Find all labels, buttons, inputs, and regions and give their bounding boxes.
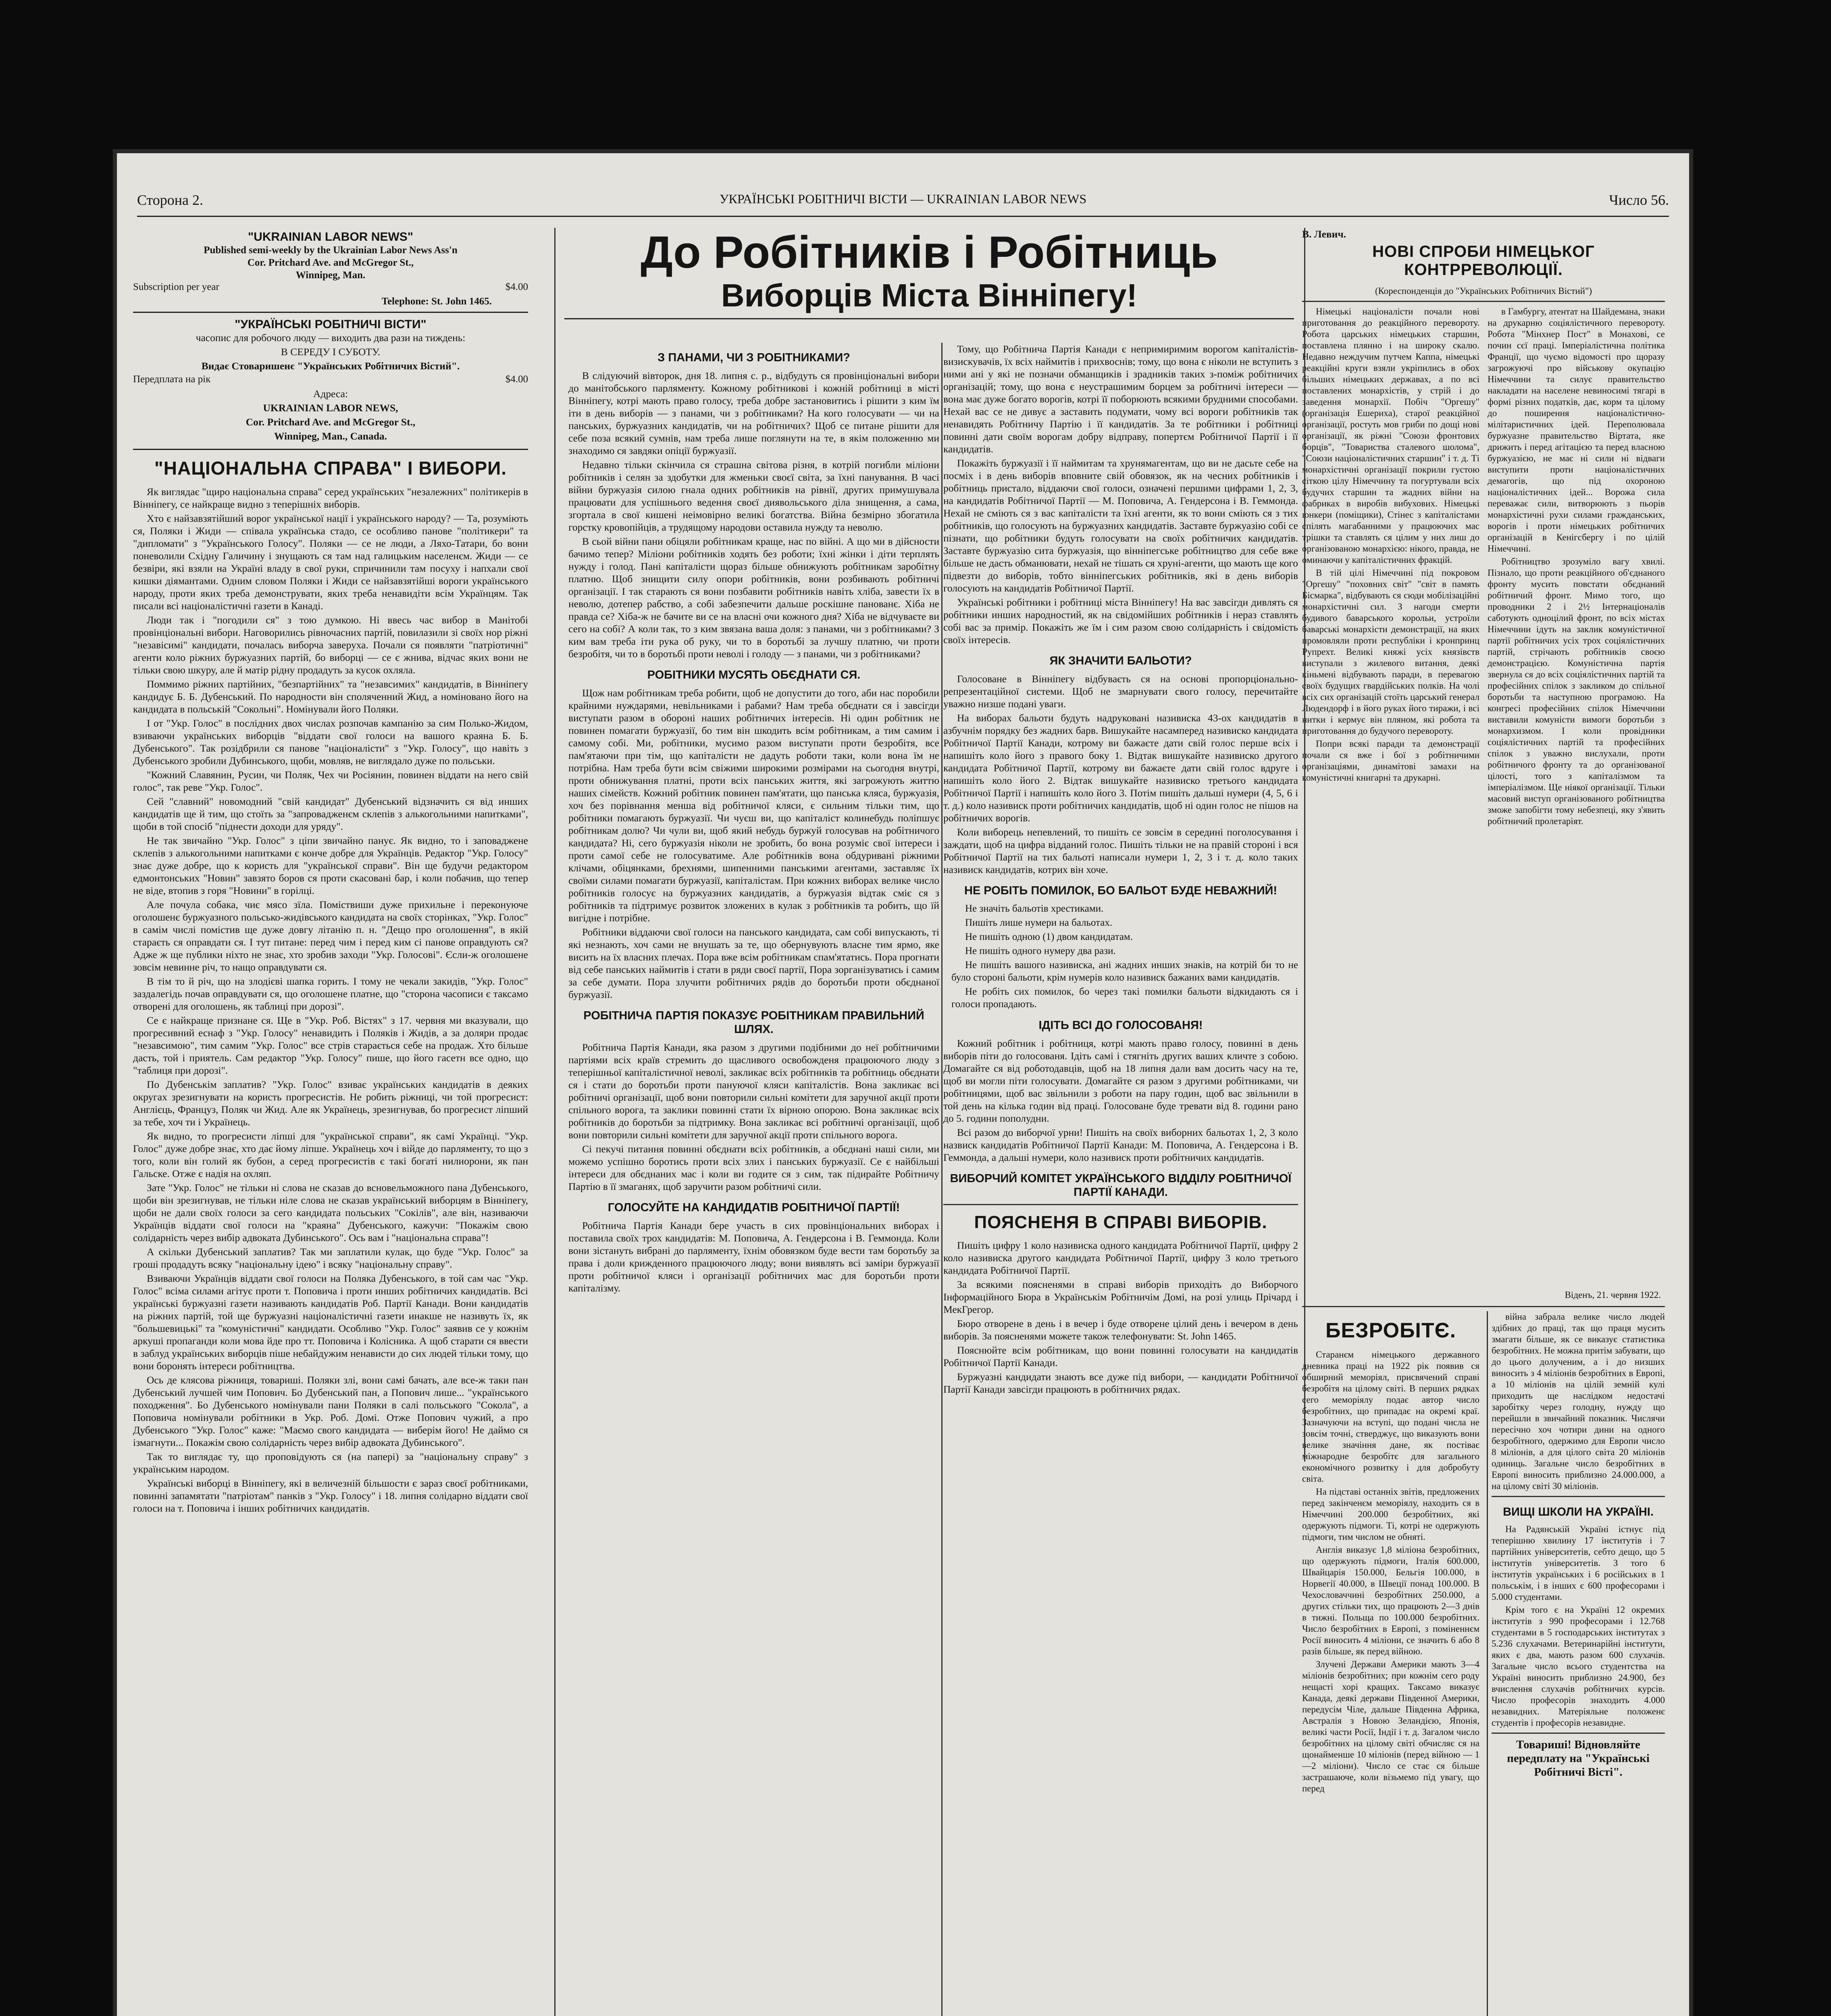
column-right — [1302, 228, 1665, 2016]
article-body — [1492, 1524, 1665, 1729]
section-heading: РОБІТНИКИ МУСЯТЬ ОБЄДНАТИ СЯ. — [647, 669, 861, 681]
main-headline — [564, 228, 1294, 319]
section-heading: ГОЛОСУЙТЕ НА КАНДИДАТІВ РОБІТНИЧОЇ ПАРТІЇ! — [608, 1201, 900, 1214]
section-heading: ЯК ЗНАЧИТИ БАЛЬОТИ? — [1049, 654, 1192, 667]
article-body — [1302, 306, 1479, 1290]
running-header — [137, 192, 1669, 217]
subscription-appeal: Товариші! Відновляйте передплату на "Українські Робітничі Вісті". — [1507, 1738, 1650, 1779]
price-value: $4.00 — [505, 374, 528, 385]
section-heading: РОБІТНИЧА ПАРТІЯ ПОКАЗУЄ РОБІТНИКАМ ПРАВИЛЬНИЙ ШЛЯХ. — [583, 1009, 924, 1036]
paragraph: Не пишіть одного нумеру два рази. — [965, 946, 1116, 956]
masthead-line: часопис для робочого люду — виходить два рази на тиждень: — [196, 332, 466, 344]
section-heading: З ПАНАМИ, ЧИ З РОБІТНИКАМИ? — [657, 351, 850, 364]
paragraph: Крім того є на Україні 12 окремих інститутів з 990 професорами і 12.768 студентами в 5 господарських інститутах з 5.236 слухачами. Ветеринарійні інститути, яких є два, мають разом 600 слухачів. Загальне число всього студентства на Україні виносить приблизно 24.900, без вчислення слухачів робітничих курсів. Число професорів знаходить 4.000 незавидних. Матеріяльне положенє студентів і професорів незавидне. — [1492, 1605, 1665, 1728]
paragraph: Пояснюйте всім робітникам, що вони повинні голосувати на кандидатів Робітничої Партії Канади. — [943, 1344, 1298, 1368]
section-body — [568, 687, 939, 1001]
paragraph: Робітництво зрозуміло вагу хвилі. Пізнало, що проти реакційного об'єднаного фронту мусить повстати обєднаний робітничий фронт. Мимо того, що проводники 2 і 2½ Інтернаціоналів саботують одноцілий фронт, по всіх містах Німеччини ідуть на заклик комуністичної партії робітничих усіх трох соціялістичних партій, стрічають робітників своєю демонстрацією. Комуністична партія звернула ся до всіх соціялістичних партій та професійних спілок з закликом до спільної боротьби та наступною програмою. На конгресі професійних спілок Німеччини виставили комуністи вимоги боротьби з монархизмом. І коли провідники соціялістичних партій та професійних спілок з уважно вислухали, проти робітничого фронту та до організованої цілості, того з капіталізмом та імперіалізмом. Ще ніякої організації. Тільки масовий виступ організованого робітництва зможе запобігти тому небезпеці, яку з'явить робітничий пролетаріят. — [1488, 556, 1665, 826]
section-body — [568, 369, 939, 660]
paragraph: Сей "славний" новомодний "свій кандидат" Дубенський відзначить ся від инших кандидатів ще й тим, що стоїть за "запровадженєм склепів з алькогольними напитками", щоби в той спосіб "піднести доходи для уряду". — [133, 796, 528, 832]
paragraph: По Дубенськім заплатив? "Укр. Голос" взиває українських кандидатів в деяких округах зрезигнувати на користь прогресистів. Не робить ріжниці, чи той прогресист: Англієць, Француз, Поляк чи Жид. Але як Українець, зрезигнував, бо прогресист ліпший за тебе, хоч ти і Українець. — [133, 1079, 528, 1128]
paragraph: Се є найкраще признане ся. Ще в "Укр. Роб. Вістях" з 17. червня ми вказували, що прогресивний еснаф з "Укр. Голосу" ненавидить і Поляків і Жидів, а за доляри продає "незавсимою", тим самим "Укр. Голос" все стрів старається себе на продаж. Хто більше дасть, той і приятель. Сам редактор "Укр. Голосу" пише, що його гасетн все одно, що "таблиця при дорозі". — [133, 1014, 528, 1076]
paragraph: Українські виборці в Вінніпегу, які в величезній більшости є зараз своєї робітниками, повинні запамятати "патріотам" панків з "Укр. Голосу" і 18. липня солідарно віддати свої голоси на т. Поповича і інших робітничих кандидатів. — [133, 1477, 528, 1514]
masthead-ukrainian — [133, 313, 528, 450]
column-center-right — [943, 343, 1298, 2016]
article-body — [1492, 1311, 1665, 1492]
correspondence-note: (Кореспонденція до "Українських Робітничих Вістий") — [1375, 286, 1592, 296]
committee-signature: ВИБОРЧИЙ КОМІТЕТ УКРАЇНСЬКОГО ВІДДІЛУ РОБІТНИЧОЇ ПАРТІЇ КАНАДИ. — [950, 1172, 1292, 1199]
address-line: Cor. Pritchard Ave. and McGregor St., — [246, 416, 416, 428]
section-heading: ПОЯСНЕНЯ В СПРАВІ ВИБОРІВ. — [974, 1212, 1267, 1232]
address-label: Адреса: — [313, 388, 348, 400]
paragraph: Недавно тільки скінчила ся страшна світова різня, в котрій погибли міліони робітників і селян за здобутки для жменьки своєї світа, за їхні панування. В часі війни буржуазія силою гнала одних робітників на рівнії, других примушувала працювати для успішнього ведення своєї диявольського діла знищення, а сама, згортала в свої кишені неімовірно великі богатства. Війна безмірно збогатила горстку кровопійців, а трудящому народови оставила нужду та неволю. — [568, 459, 939, 533]
article-title: НОВІ СПРОБИ НІМЕЦЬКОГ КОНТРРЕВОЛЮЦІЇ. — [1372, 243, 1595, 279]
page-number: Сторона 2. — [137, 192, 204, 208]
paragraph: Не пишіть одною (1) двом кандидатам. — [965, 931, 1133, 942]
issue-number: Число 56. — [1609, 192, 1669, 208]
paragraph: Злучені Держави Америки мають 3—4 міліонів безробітних; при кожнім сего роду нещасті хорі кращих. Таксамо виказує Канада, деякі держави Південної Америки, передусім Чіле, дальше Південна Африка, Австралія з Новою Зеландією, Японія, великі части Росії, Індії і т. д. Загалом число безробітних на цілому світі обчисляє ся на щонайменше 10 міліонів (перед війною — 1—2 міліони). Число се стає ся більше застрашаюче, коли візьмемо під увагу, що перед — [1302, 1659, 1479, 1793]
paragraph: На підставі останніх звітів, предложених перед закінченєм меморіялу, находить ся в Німеччині 200.000 безробітних, які одержують підмоги. Ті, котрі не одержують підмоги, тим числом не обняті. — [1302, 1487, 1479, 1542]
section-body — [568, 1219, 939, 1294]
article-body — [1488, 306, 1665, 1290]
masthead-line: В СЕРЕДУ І СУБОТУ. — [281, 346, 381, 358]
newspaper-page — [117, 153, 1689, 2016]
paragraph: Німецькі націоналісти почали нові приготовання до реакційного перевороту. Робота царських німецьких старшин, поставлена плянно і на широку скалю. Недавно неждучим путчем Каппа, німецькі реакційні круги взяли укріпились в обох більших німецьких державах, а по всі поставлених монархістів, у стрій і до заведення монархії. Побіч "Оргешу" (організація Ешериха), старої реакційної організації, ростуть мов гриби по дощі нові організації, як ріжні "Союзи фронтових борців", "Товариства сталевого шолома", "Союзи націоналістичних старшин" і т. д. Ті монархістичні організації покрили густою сіткою цілу Німеччину та погуртували всіх будучих старшин та жадних війни на фабриках в виробів вибухових. Німецькі юнкери (поміщики), Стінес з капіталістами спілять магабанними у працюючих мас трішки та ставлять ся цілим у них лиш до організованою монархією: нікого, правда, не оминаючи у капіталістичних фракцій. — [1302, 306, 1479, 565]
paragraph: Не так звичайно "Укр. Голос" з ціпи звичайно панує. Як видно, то і заповаджене склепів з алькогольними напитками є конче добре для Українців. Редактор "Укр. Голосу" знає дуже добре, що к користь для "української справи". Він ще будучи редактором едмонтонських "Новин" завзято боров ся проти скасовані бар, і коли побачив, що тепер не віде, втопив з горя "Новини" в горілці. — [133, 835, 528, 896]
headline-line-1: До Робітників і Робітниць — [641, 227, 1218, 277]
paragraph: Пишіть лише нумери на бальотах. — [965, 917, 1113, 928]
paragraph: Попри всякі паради та демонстрації почали ся вже і бої з робітничими організаціями, динамітові замахи на комуністичні книгарні та друкарні. — [1302, 739, 1479, 783]
publisher: Видає Стоваришенє "Українських Робітничих Вістий". — [201, 360, 460, 372]
paragraph: Як виглядає "щиро національна справа" серед українських "незалежних" політикерів в Вінніпегу, се найкраще видно з теперішніх виборів. — [133, 486, 528, 510]
subscription-price: $4.00 — [505, 281, 528, 292]
section-body — [568, 1041, 939, 1193]
paragraph: Робітнича Партія Канади, яка разом з другими подібними до неї робітничими партіями всіх країв стремить до щасливого освобожденя працюючого люду з теперішньої капіталістичної неволі, закликає всіх робітників та робітниць обєднати ся і стати до боротьби проти пануючої кляси капіталістів. Вона закликає всі робітничі організації, щоб вони повторили сильні комітети для заручної акції проти спільного ворога, та заклики повинні стати їх вірною опорою. Вона закликає всіх робітників до боротьби за підтримку. Вона закликає всі робітничі організації, щоб вони повторили сильні комітети для заручної акції проти спільного ворога. — [568, 1041, 939, 1141]
paragraph: Всі разом до виборчої урни! Пишіть на своїх виборних бальотах 1, 2, 3 коло назвиск кандидатів Робітничої Партії Канади: М. Поповича, А. Гендерсона і В. Геммонда, а дальші нумери, коло називиск проти робітничих кандидатів. — [943, 1127, 1298, 1163]
paragraph: "Кожний Славянин, Русин, чи Поляк, Чех чи Росіянин, повинен віддати на него свій голос", так реве "Укр. Голос". — [133, 769, 528, 793]
paragraph: Українські робітники і робітниці міста Вінніпегу! На вас завсігди дивлять ся робітники инших народностий, як на свідомійших робітників і нераз ставлять собі вас за примір. Покажіть же їм і сим разом свою солідарність і свідомість своїх інтересів. — [943, 596, 1298, 646]
paragraph: На Радянській Україні істнує під теперішню хвилину 17 інститутів і 7 партійних університетів, себто дещо, що 5 інститутів університетів. З того 6 інститутів українських і 6 російських в 1 польськім, і в інших є 600 професорами і 5.000 студентами. — [1492, 1524, 1665, 1602]
paragraph: Ось де клясова ріжниця, товариші. Поляки злі, вони самі бачать, але все-ж таки пан Дубенський лучшей чим Попович. Бо Дубенський пан, а Попович лише... "українського походження". Бо Дубенського номінували пани Поляки в салі польського "Сокола", а Поповича номінували робітники в Укр. Роб. Домі. Отже Попович чужий, а про Дубенського "Укр. Голос" каже: "Маємо свого кандидата — виберім його! Не даймо ся ізмагнути... Покажім свою солідарність через вибір адвоката Дубинського". — [133, 1374, 528, 1448]
price-label: Передплата на рік — [133, 374, 211, 385]
masthead-line: Winnipeg, Man. — [295, 270, 366, 281]
masthead-line: Published semi-weekly by the Ukrainian Labor News Ass'n — [204, 245, 458, 256]
column-rule — [554, 228, 556, 2016]
paragraph: В сьой війни пани обіцяли робітникам краще, нас по війні. А що ми в дійсности бачимо тепер? Міліони робітників ходять без роботи; їхні жінки і діти терплять нужду і голод. Пані капіталісти щораз більше обнижують робітникам заробітну платню. Щоб знищити силу опори робітників, вони розбивають робітничі організації. І так старають ся вони позбавити робітників навіть хліба, завести їх в неволю, дотепер рабство, а собі забезпечити дальше роскішне панованє. Хіба не правда се? Хіба-ж не бачите ви се на власні очи кожного дня? Хіба не відчуваєте ви сего на собі? А коли так, то з ким звязана ваша доля: з панами, чи з робітниками? З ким вам треба іти рука об руку, чи то в боротьбі за лучшу платню, чи проти безробітя, чи то в боротьбі проти неволі і голоду — з панами, чи з робітниками? — [568, 535, 939, 660]
ballot-rules — [943, 902, 1298, 1010]
paragraph: В тій цілі Німеччині під покровом "Оргешу" "поховних світ" "світ в память Бісмарка", відбувають ся сюди мобілізаційні монархістичні сил. З нагоди смерти будивого баварського корольи, устроїли баварські монархісти демонстрації, на яких промовляли проти республіки і кронпринц Рупрехт. Великі княжі усіх князівств виступали з жилевого витання, деякі кіньмені відбувають паради, в перевагою своїх будущих гвардійських полків. На чолі всіх сих організацій стоїть царський генерал Людендорф і в його руках його тиражи, і всі нитки і кермує він пляном, які робота та приготовання до будучого перевороту. — [1302, 568, 1479, 736]
paragraph: Англія виказує 1,8 міліона безробітних, що одержують підмоги, Італія 600.000, Швайцарія 150.000, Бельгія 100.000, в Норвегії 40.000, в Швеції понад 100.000. В Чехословаччині безробітних 250.000, а других стільки тих, що працюють 2—3 днів в тижні. Польща по 100.000 безробітних. Число безробітних в Европі, з поміненнєм Росії виносить 4 міліони, се значить 6 або 8 разів більше, як перед війною. — [1302, 1545, 1479, 1656]
dateline: Віденъ, 21. червня 1922. — [1565, 1290, 1661, 1300]
article-title: БЕЗРОБІТЄ. — [1325, 1319, 1456, 1342]
article-title: ВИЩІ ШКОЛИ НА УКРАЇНІ. — [1503, 1506, 1654, 1518]
section-heading: НЕ РОБІТЬ ПОМИЛОК, БО БАЛЬОТ БУДЕ НЕВАЖНИЙ! — [964, 884, 1278, 897]
paragraph: Голосоване в Вінніпегу відбуваєть ся на основі пропорціонально-репрезентаційної системи. Щоб не змарнувати свого голосу, перечитайте уважно низше подані уваги. — [943, 673, 1298, 710]
paragraph: Не пишіть вашого називиска, ані жадних инших знаків, на котрій би то не було стороні бальоти, крім нумерів коло називиск бажаних вами кандидатів. — [951, 960, 1298, 983]
section-body — [943, 1037, 1298, 1164]
paragraph: Буржуазні кандидати знають все дуже під вибори, — кандидати Робітничої Партії Канади завсігди працюють в робітничих рядах. — [943, 1371, 1298, 1395]
telephone: Telephone: St. John 1465. — [381, 296, 492, 307]
article-body — [1302, 1349, 1479, 1794]
address-line: UKRAINIAN LABOR NEWS, — [263, 402, 398, 414]
masthead-name-ua: "УКРАЇНСЬКІ РОБІТНИЧІ ВІСТИ" — [235, 318, 427, 331]
paragraph: Зате "Укр. Голос" не тільки ні слова не сказав до всновельможного пана Дубенського, щоби він зрезигнував, не тільки ніле слова не сказав український виборцям в Вінніпегу, щоби не дали своїх голоси за сего кандидата польських "Сокілів", але він, називаючи Українців віддати свої голоси на "краяна" Дубенського, кажучи: "Покажім свою солідарність через вибір адвоката Дубинського". Ось вам і "національна справа"! — [133, 1182, 528, 1243]
section-body — [943, 343, 1298, 646]
paragraph: Бюро отворене в день і в вечер і буде отворене цілий день і вечером в день виборів. За поясненями можете також телефонувати: St. John 1465. — [943, 1318, 1298, 1342]
paragraph: Хто є найзавзятійший ворог української нації і українського народу? — Та, розуміють ся, Поляки і Жиди — співала українська стадо, се особливо панове "політикери" та "дипломати" з "Українського Голосу". Поляки — се не люди, а Ляхо-Татари, бо вони поневолили Східну Галичину і знущають ся там над галицьким населенєм. Жиди — се безвіри, які взяли на Україні владу в свої руки, спричинили там посуху і напхали свої кишки діямантами. Одним словом Поляки і Жиди се найзавзятійші вороги українського народу, проти яких треба демонструвати, яких треба ненавидіти всім Українцям. Так писали всі націоналістичні газети в Канаді. — [133, 512, 528, 612]
column-rule — [941, 343, 943, 2016]
paragraph: Пишіть цифру 1 коло називиска одного кандидата Робітничої Партії, цифру 2 коло називиска другого кандидата Робітничої Партії, цифру 3 коло третього кандидата Робітничої Партії. — [943, 1239, 1298, 1276]
paragraph: За всякими поясненями в справі виборів приходіть до Виборчого Інформаційного Бюра в Українськім Робітничім Домі, на розі улиць Прічард і МекГрегор. — [943, 1279, 1298, 1315]
paragraph: Так то виглядає ту, що проповідують ся (на папері) за "національну справу" з українським народом. — [133, 1451, 528, 1475]
paragraph: Люди так і "погодили ся" з тою думкою. Ні ввесь час вибор в Манітобі провінціональні вибори. Наговорились рівночасних партій, повилазили зі своїх нор ріжні "незавісимі" кандидати, почалась виборча заверуха. Почали ся появляти "патріотичні" агенти коло ріжних буржуазних партій, бо виборці — се є жнива, відчас яких вони не тільки свою шкуру, але й матір рідну продадуть за кусок охляла. — [133, 614, 528, 676]
paragraph: А скільки Дубенський заплатив? Так ми заплатили кулак, що буде "Укр. Голос" за гроші продадуть всяку "національну ідею" і всяку "національну справу". — [133, 1246, 528, 1270]
paragraph: Робітнича Партія Канади бере участь в сих провінціональних виборах і поставила своїх трох кандидатів: М. Поповича, А. Гендерсона і В. Геммонда. Коли вони зістануть вибрані до парляменту, їхнім обовязком буде вести там боротьбу за права і доли крижденного працюючого люду; вони виявлять всі заміри буржуазії проти робітничої кляси і організації робітничих мас для боротьби проти капіталізму. — [568, 1220, 939, 1294]
paragraph: Але почула собака, чиє мясо зїла. Поміствиши дуже прихильне і переконуюче оголошенє буржуазного польсько-жидівського кандидата на своїх сторінках, "Укр. Голос" в самім числі помістив ще дуже довгу літанію п. н. "Дещо про оголошення", в якій стараєть ся оправдати ся. І тут питане: перед чим і перед ким сі панове оправдують ся? Адже ж ще публики ніхто не знає, хто зробив заходи "Укр. Голосові". Єсли-ж оголошене зовсім невинне річ, то нащо оправдувати ся. — [133, 899, 528, 973]
paragraph: Старанєм німецького державного дневника праці на 1922 рік появив ся обширний меморіял, присвячений справі безробітя на цілому світі. В перших рядках сего меморіялу подає автор число безробітних, що припадає на окремі краї. Зазначуючи на вступі, що подані числа не зовсім точні, стверджує, що виказують вони велике значіння дане, як постіває міжнародне безробітє для загального економічного розвитку і для добробуту світа. — [1302, 1350, 1479, 1484]
paragraph: Кожний робітник і робітниця, котрі мають право голосу, повинні в день виборів піти до голосованя. Ідіть самі і стягніть других ваших кличте з собою. Домагайте ся від роботодавців, щоб на 18 липня дали вам досить часу на те, щоб ви могли піти голосувати. Домагайте ся разом з другими робітниками, чи робітницями, щоб вас звільнили з роботи на пару годин, щоб вас звільнили в той день на кілька годин від праці. Голосоване буде тревати від 8. години рано до 5. години пополудни. — [943, 1037, 1298, 1124]
paragraph: В тім то й річ, що на злодієві шапка горить. І тому не чекали закидів, "Укр. Голос" заздалегідь почав оправдувати ся, що оголошене платне, що "сторона часописи є таксамо отворені для оголошень, як таблиці при дорозі". — [133, 975, 528, 1012]
paragraph: Сі пекучі питання повинні обєднати всіх робітників, а обєднані наші сили, ми можемо успішно боротись проти всіх злих і панських буржуазії. Се є найбільші інтереси для обєднаних мас і коли ви годите ся з сим, так підирайте Робітничу Партію в її змаганях, щоб заручити разом робітничі сили. — [568, 1143, 939, 1192]
paragraph: Коли виборець непевлений, то пишіть се зовсім в середині поголосування і заждати, щоб на цифра відданий голос. Пишіть тільки не на правій стороні і вся Робітничої Партії на тих бальоті написали нумери 1, 2, 3 і т. д. коло таких називиск кандидатів, котрих він хоче. — [943, 826, 1298, 875]
section-body — [943, 1239, 1298, 1395]
article-title: "НАЦІОНАЛЬНА СПРАВА" І ВИБОРИ. — [154, 458, 507, 479]
article-body — [133, 485, 528, 1514]
paragraph: І от "Укр. Голос" в послідних двох числах розпочав кампанію за сим Полько-Жидом, взиваючи українських виборців "віддати свої голоси на вашого краяна Б. Б. Дубенського". Так розідбрили ся панове "націоналісти" з "Укр. Голосу", що навіть з Дубенського зробили Дубинського, щоби, мовляв, не виглядало дуже по польськи. — [133, 717, 528, 766]
subscription-row — [133, 281, 528, 295]
paragraph: Покажіть буржуазії і її наймитам та хрунямагентам, що ви не дасьте себе на посміх і в день виборів вповните свій обовязок, як на чесних робітників і робітниць пристало, віддаючи свої голоси, означені першими цифрами 1, 2, 3, на кандидатів Робітничої Партії — М. Поповича, А. Гендерсона і В. Геммонда. Нехай не сміють ся з вас капіталісти та їхні агенти, як то вони сміють ся з тих робітників, що голосують на буржуазних кандидатів. Заставте буржуазію собі се пізнати, що робітники будуть голосувати на своїх робітничих кандидатів. Заставте буржуазію сита буржуазія, що вінніпегське робітництво для себе вже більше не дасть обманювати, нехай не тішать ся хруні-агенти, що мають ще кого підвезти до виборів, тобто вінніпегських робітників, які в день виборів голосують на кандидатів Робітничої Партії. — [943, 457, 1298, 594]
paragraph: в Гамбургу, атентат на Шайдемана, знаки на друкарню соціялістичного перевороту. Робота "Мінхнер Пост" в Монахові, се почин сєї праці. Імперіалістична політика Франції, що чуємо відомості про щоразу загрожуючі про військову окупацію Німеччини та силує правительство накладати на населене невиносимі тягарі в формі різних податків, дає, корм та цілому до поширення націоналістично-мілітаристичних ідей. Переполювала буржуазне правительство Віртата, яке дрижить і перед агітацією та перед власною буржуазією, не має ні сили ні відваги виступити проти націоналістичних демагогів, що під охороною націоналістичних ідей... Ворожа сила переважає сили, витворюють з пьорів монархістичні рухи силами гражданських, ворогів і проти німецьких робітничих організацій в Кенігсбергу і по цілій Німеччині. — [1488, 306, 1665, 554]
paragraph: Робітники віддаючи свої голоси на панського кандидата, сам собі випускають, ті які незнають, хоч сами не внушать за те, що обернувують власне тим ярмо, яке висить на їх власних плечах. Пора вже всім робітникам спам'ятатись. Пора прогнати від себе панських наймитів і стати в ряди своєї партії, Пора зорганізуватись і самим за себе думати. Пора злучити робітничих рядів до боротьби проти обєднаної буржуазії. — [568, 926, 939, 1000]
byline: В. Левич. — [1302, 228, 1346, 240]
newspaper-title: УКРАЇНСЬКІ РОБІТНИЧІ ВІСТИ — UKRAINIAN LABOR NEWS — [719, 192, 1087, 206]
paragraph: Тому, що Робітнича Партія Канади є непримиримим ворогом капіталістів-визискувачів, їх всіх наймитів і прихвоснів; тому, що вона є ніколи не вступить з ними ані у які не позначи обманщиків і зрадників таких з-поміж робітничих організацій; тому, що вона є неустрашимим борцем за робітничі інтереси — вона має дуже богато ворогів, котрі її поборюють всякими брудними способами. Нехай вас се не дивує а заставить подумати, чому всі вороги робітників так ненавидять Робітничу Партію і її кандидатів. За те робітники і робітниці повинні дати своїм ворогам добру відправу, попертєм Робітничої Партії і її кандидатів. — [943, 343, 1298, 455]
section-heading: ІДІТЬ ВСІ ДО ГОЛОСОВАНЯ! — [1038, 1019, 1203, 1032]
paragraph: Не робіть сих помилок, бо через такі помилки бальоти відкидають ся і голоси пропадають. — [951, 986, 1298, 1010]
column-center-left — [568, 343, 939, 2016]
section-body — [943, 673, 1298, 876]
paragraph: На виборах бальоти будуть надруковані називиска 43-ох кандидатів в азбучнім порядку без жадних барв. Вишукайте насамперед називиско кандидата Робітничої Партії Канади, котрому ви бажаєте дати свій голос перше всіх і напишіть коло його з правого боку 1. Відтак вишукайте називиско другого кандидата Робітничої Партії, котрому ви бажаєте дати свій голос вдруге і напишіть коло його 2. Відтак вишукайте називиско третього кандидата Робітничої Партії і напишіть коло його 3. Потім пишіть дальші нумери (4, 5, 6 і т. д.) коло називиск проти робітничих кандидатів, щоб ні один голос не пішов на робітничих ворогів. — [943, 712, 1298, 824]
subscription-label: Subscription per year — [133, 281, 219, 292]
paragraph: Як видно, то прогресисти ліпші для "української справи", як самі Українці. "Укр. Голос" дуже добре знає, хто дає йому ліпше. Українець хоч і війде до парляменту, то що з того, коли він голий як бубон, а серед прогресистів є такі богаті нилиорони, як пан Гальске. Отже є надія на охляп. — [133, 1130, 528, 1179]
paragraph: Щож нам робітникам треба робити, щоб не допустити до того, аби нас поробили крайними нуждарями, невільниками і рабами? Нам треба обєднати ся і завсігди виступати разом в обороні наших робітничих інтересів. Ні один робітник не повинен помагати буржуазії, бо тим він шкодить всім робітникам, а тим самим і самому собі. Ми, робітники, мусимо разом виступати проти безробітя, все пам'ятаючи при тім, що капіталісти не дадуть роботи таки, коли вона їм не потрібна. Нам треба бути всім свіжими широкими розмірами на сьогодня внутрі, проти обнижування платні, проти всіх панських життя, які загрожують життю наших сімейств. Кожний робітник повинен пам'ятати, що панська кляса, буржуазія, хоч без порівнання менша від робітничої кляси, є сильним тільки тим, що робітники помагають буржуазії. Чи чуєш ви, що капіталіст колинебудь поліпшує робітникам долю? Чи чули ви, щоб який небудь буржуй голосував на робітничого кандидата? Ні, сего буржуазія ніколи не зробить, бо вона розуміє свої інтереси і проти самої себе не голосуватиме. Але робітників вона обдуривані ріжними клічами, обіцянками, брехнями, шипенними панськими агентами, заставляє їх своїми силами помагати буржуазії, капіталістам. При кожних виборах велике число робітників голосує на буржуазних кандидатів, а буржуазія відтак сміє ся з робітників та підтримує розвиток зложених в кулак з робітників та робить, що їй вигідне і потрібне. — [568, 687, 939, 924]
column-left — [133, 228, 528, 2016]
address-line: Winnipeg, Man., Canada. — [274, 430, 387, 442]
paragraph: Взиваючи Українців віддати свої голоси на Поляка Дубенського, в той сам час "Укр. Голос" всіма силами агітує проти т. Поповича і проти инших робітничих кандидатів. Всі українські буржуазні газети називають кандидатів Роб. Партії Канади. Вони кандидатів на ріжних партій, той ще буржуазні націоналістичні газети инакше не називуть їх, як "большевицькі" та "комуністичні" кандидати. Особливо "Укр. Голос" заявив се у кожнім аркуші пропаганди коли мова йде про тт. Поповича і Колісника. А щоб старати ся ввести в заблуд українських виборців піше небайдужим ненависти до сих людей тільки тому, що вони боронять інтереси робітництва. — [133, 1272, 528, 1372]
masthead-line: Cor. Pritchard Ave. and McGregor St., — [247, 257, 414, 268]
paragraph: Не значіть бальотів хрестиками. — [965, 903, 1104, 914]
paragraph: Поммимо ріжних партійних, "безпартійних" та "незавсимих" кандидатів, в Вінніпегу кандидує Б. Б. Дубенський. По народности він споляченний Жид, а номіновано його на кандидата в польській "Сокольні". Номінували його Поляки. — [133, 678, 528, 715]
paragraph: В слідуючий вівторок, дня 18. липня с. р., відбудуть ся провінціональні вибори до манітобського парляменту. Кожному робітникові і кожній робітниці в місті Вінніпегу, котрі мають право голосу, треба добре застановитись і рішити з ким їм іти в день виборів — з панами, чи з робітниками? На кого голосувати — чи на панських, буржуазних кандидатів, чи на робітничих? Щоб се питане рішити для себе поза всякий сумнів, нам треба лише поглянути на те, в якім положенню ми знаходимо ся завдяки опіції буржуазії. — [568, 370, 939, 456]
paragraph: війна забрала велике число людей здібних до праці, так що праця мусить змагати більше, як се виказує статистика безробітних. Не можна притім забувати, що до цього долученим, а і до низших виносить з 4 міліонів безробітних в Европі, а 10 міліонів на цілій земній кулі приходить ще наслідком недостачі заробітку через голодну, нужду що перейшли в звичайний показник. Числячи пересічно хоч чотири дини на одного безробітного, одержимо для Европи число 8 міліонів, а для цілого світа 20 міліонів одиниць. Загальне число безробітних в Европі виносить приблизно 24.000.000, а на цілому світі 30 міліонів. — [1492, 1312, 1665, 1491]
masthead-name: "UKRAINIAN LABOR NEWS" — [248, 230, 414, 244]
masthead-english — [133, 228, 528, 313]
headline-line-2: Виборців Міста Вінніпегу! — [721, 277, 1138, 313]
price-row — [133, 374, 528, 387]
